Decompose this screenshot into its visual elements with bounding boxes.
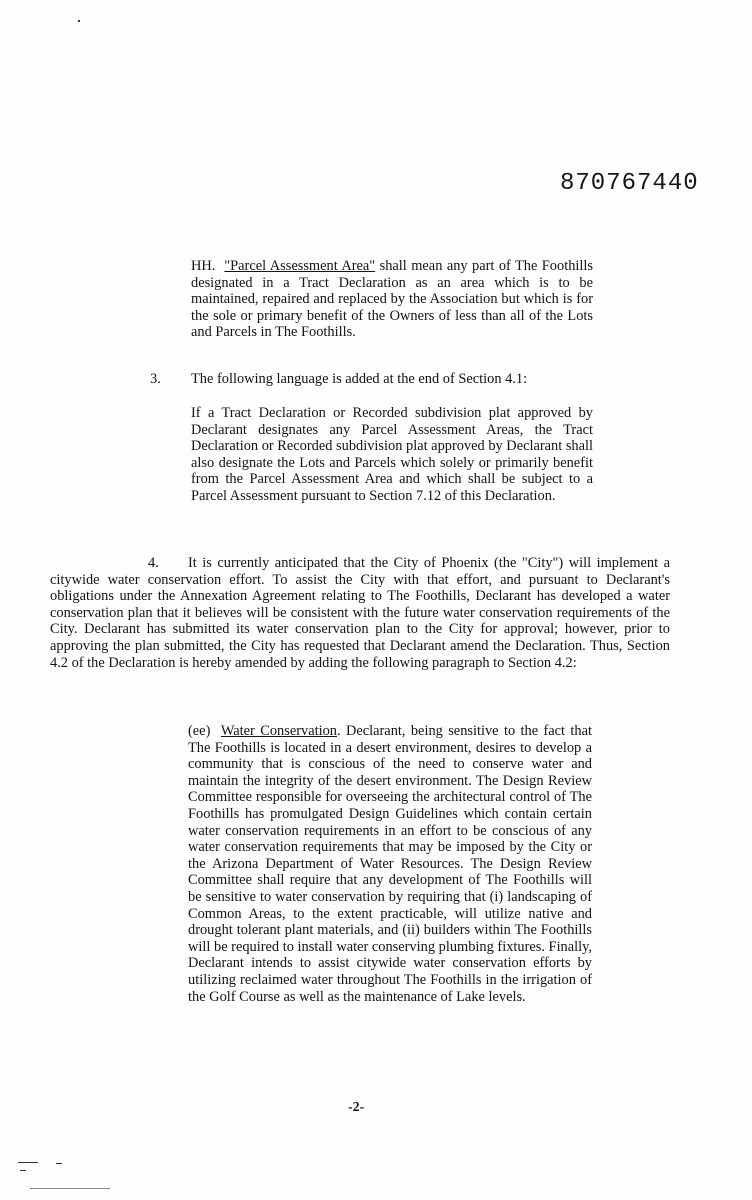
definition-hh-term: "Parcel Assessment Area" bbox=[224, 258, 376, 274]
item-4-paragraph bbox=[50, 555, 670, 671]
water-conservation-label: (ee) bbox=[188, 723, 211, 739]
item-4-number: 4. bbox=[148, 555, 159, 571]
tract-declaration-paragraph bbox=[191, 405, 593, 505]
scan-speck bbox=[78, 20, 80, 22]
definition-hh-label: HH. bbox=[191, 258, 216, 274]
item-3-number: 3. bbox=[150, 371, 161, 387]
item-4-text: It is currently anticipated that the City of Phoenix (the "City") will implement a citywide water conservation effort. To assist the City with that effort, and pursuant to Declarant's obligations under the Annexation Agreement relating to The Foothills, Declarant has developed a water conservation plan that it believes will be consistent with the future water conservation requirements of the City. Declarant has submitted its water conservation plan to the City for approval; however, prior to approving the plan submitted, the City has requested that Declarant amend the Declaration. Thus, Section 4.2 of the Declaration is hereby amended by adding the following paragraph to Section 4.2: bbox=[50, 555, 670, 671]
item-3-text: The following language is added at the end of Section 4.1: bbox=[191, 371, 528, 387]
recording-number: 870767440 bbox=[560, 170, 699, 197]
scan-speck bbox=[18, 1162, 38, 1163]
scan-speck bbox=[20, 1170, 26, 1171]
definition-hh-text: shall mean any part of The Foothills designated in a Tract Declaration as an area which is to be maintained, repaired and replaced by the Association but which is for the sole or primary benefit of the Owners of less than all of the Lots and Parcels in The Foothills. bbox=[191, 258, 593, 341]
water-conservation-paragraph bbox=[188, 723, 592, 1005]
tract-declaration-text: If a Tract Declaration or Recorded subdivision plat approved by Declarant designates any Parcel Assessment Areas, the Tract Declaration or Recorded subdivision plat approved by Declarant shall also designate the Lots and Parcels which solely or primarily benefit from the Parcel Assessment Area and which shall be subject to a Parcel Assessment pursuant to Section 7.12 of this Declaration. bbox=[191, 405, 594, 504]
definition-hh bbox=[191, 258, 593, 341]
scan-speck bbox=[30, 1188, 110, 1189]
page-number: -2- bbox=[348, 1100, 365, 1115]
scan-speck bbox=[56, 1163, 62, 1164]
water-conservation-term: Water Conservation bbox=[220, 723, 337, 739]
water-conservation-text: . Declarant, being sensitive to the fact that The Foothills is located in a desert environment, desires to develop a community that is conscious of the need to conserve water and maintain the integrity of the desert environment. The Design Review Committee responsible for overseeing the architectural control of The Foothills has promulgated Design Guidelines which contain certain water conservation requirements in an effort to be conscious of any water conservation requirements that may be imposed by the City or the Arizona Department of Water Resources. The Design Review Committee shall require that any development of The Foothills will be sensitive to water conservation by requiring that (i) landscaping of Common Areas, to the extent practicable, will utilize native and drought tolerant plant materials, and (ii) builders within The Foothills will be required to install water conserving plumbing fixtures. Finally, Declarant intends to assist citywide water conservation efforts by utilizing reclaimed water throughout The Foothills in the irrigation of the Golf Course as well as the maintenance of Lake levels. bbox=[188, 723, 592, 1005]
